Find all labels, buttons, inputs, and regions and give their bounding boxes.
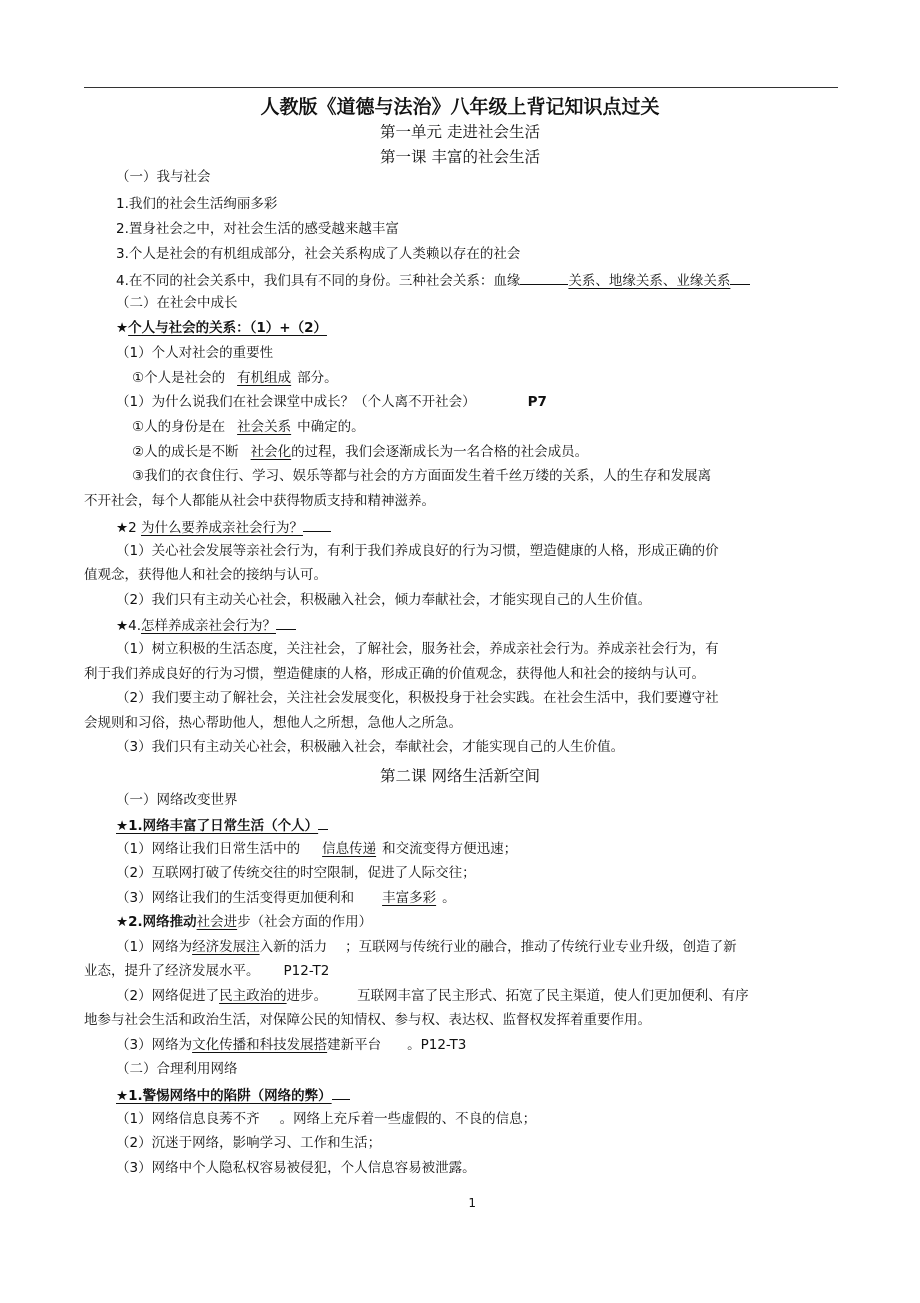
answer-line: [132, 369, 338, 387]
answer-line: 不开社会，每个人都能从社会中获得物质支持和精神滋养。: [84, 493, 435, 509]
answer-line: （3）网络中个人隐私权容易被侵犯，个人信息容易被泄露。: [116, 1160, 476, 1176]
section-heading: （二）合理利用网络: [116, 1061, 238, 1077]
text-run: （1）网络为: [116, 939, 193, 955]
answer-line: 利于我们养成良好的行为习惯，塑造健康的人格，形成正确的价值观念，获得他人和社会的接纳与认可。: [84, 666, 705, 682]
blank-underline: [730, 270, 750, 285]
blank-underline: [318, 815, 328, 830]
text-run: 互联网丰富了民主形式、拓宽了民主渠道，使人们更加便利、有序: [357, 988, 749, 1004]
answer-line: [116, 987, 749, 1005]
star-icon: ★2: [116, 520, 141, 536]
document-title: 人教版《道德与法治》八年级上背记知识点过关: [260, 96, 660, 118]
section-heading: （一）我与社会: [116, 169, 211, 185]
text-run: （2）网络促进了: [116, 988, 220, 1004]
answer-line: 地参与社会生活和政治生活，对保障公民的知情权、参与权、表达权、监督权发挥着重要作用。: [84, 1012, 651, 1028]
text-run: ；互联网与传统行业的融合，推动了传统行业专业升级，创造了新: [345, 939, 737, 955]
text-run: 中确定的。: [297, 419, 365, 435]
text-run: 4.在不同的社会关系中，我们具有不同的身份。三种社会关系：血缘: [116, 273, 521, 289]
underlined-answer: 社会进: [196, 914, 238, 930]
answer-line: [116, 938, 737, 956]
answer-line: [84, 962, 329, 980]
text-run: 入新的活力: [259, 939, 328, 955]
answer-line: [116, 889, 456, 907]
answer-line: [116, 840, 517, 858]
answer-line: （3）我们只有主动关心社会，积极融入社会，奉献社会，才能实现自己的人生价值。: [116, 739, 625, 755]
text-run: 部分。: [297, 370, 338, 386]
answer-line: [116, 1036, 466, 1054]
answer-line: （1）树立积极的生活态度，关注社会，了解社会，服务社会，养成亲社会行为。养成亲社会行为，有: [116, 641, 719, 657]
underlined-answer: 社会化: [250, 444, 292, 460]
answer-line: （2）沉迷于网络，影响学习、工作和生活；: [116, 1135, 382, 1151]
unit-title: 第一单元 走进社会生活: [380, 123, 540, 141]
paragraph: 1.我们的社会生活绚丽多彩: [116, 196, 278, 212]
answer-line: （2）我们只有主动关心社会，积极融入社会，倾力奉献社会，才能实现自己的人生价值。: [116, 592, 652, 608]
paragraph: 2.置身社会之中，对社会生活的感受越来越丰富: [116, 221, 399, 237]
text-run: （3）网络让我们的生活变得更加便利和: [116, 890, 355, 906]
underlined-answer: 文化传播和科技发展搭: [192, 1037, 328, 1053]
section-heading: （一）网络改变世界: [116, 792, 238, 808]
underlined-answer: 丰富多彩: [382, 890, 437, 906]
text-run: （3）网络为: [116, 1037, 193, 1053]
blank-underline: [276, 615, 296, 630]
text-run: 。P12-T3: [407, 1037, 467, 1053]
underlined-answer: 经济发展注: [192, 939, 260, 955]
key-point-text: 怎样养成亲社会行为？: [140, 618, 276, 634]
text-run: 进步。: [286, 988, 328, 1004]
key-point-text: ★2.网络推动: [116, 914, 197, 930]
key-point-heading: [116, 913, 372, 931]
key-point-text: ★1.网络丰富了日常生活（个人）: [116, 818, 319, 834]
page-number: 1: [468, 1196, 476, 1210]
paragraph: [116, 270, 750, 290]
text-run: 。: [442, 890, 456, 906]
key-point-heading: [116, 517, 331, 537]
key-point-text: ★1.警惕网络中的陷阱（网络的弊）: [116, 1088, 332, 1104]
answer-line: （1）关心社会发展等亲社会行为，有利于我们养成良好的行为习惯，塑造健康的人格，形成正确的价: [116, 543, 719, 559]
key-point-heading: [116, 615, 296, 635]
underlined-answer: 有机组成: [237, 370, 292, 386]
answer-line: [132, 443, 588, 461]
underlined-answer: 民主政治的: [219, 988, 287, 1004]
paragraph: 3.个人是社会的有机组成部分，社会关系构成了人类赖以存在的社会: [116, 246, 521, 262]
answer-line: [116, 1110, 536, 1128]
lesson2-title: 第二课 网络生活新空间: [380, 767, 540, 785]
answer-line: 值观念，获得他人和社会的接纳与认可。: [84, 567, 327, 583]
key-point-heading: [116, 319, 327, 337]
underlined-answer: 关系、地缘关系、业缘关系: [568, 273, 731, 289]
text-run: 和交流变得方便迅速；: [382, 841, 518, 857]
answer-line: （2）互联网打破了传统交往的时空限制，促进了人际交往；: [116, 865, 476, 881]
key-point-text: 个人与社会的关系：（1）+（2）: [128, 320, 327, 336]
text-run: 的过程，我们会逐渐成长为一名合格的社会成员。: [291, 444, 589, 460]
underlined-answer: 信息传递: [322, 841, 377, 857]
page-reference: P7: [527, 394, 547, 410]
answer-line: [132, 418, 365, 436]
header-rule: [84, 87, 838, 88]
star-icon: ★: [116, 320, 129, 336]
answer-line: （2）我们要主动了解社会，关注社会发展变化，积极投身于社会实践。在社会生活中，我们要遵守社: [116, 690, 719, 706]
key-point-heading: [116, 1085, 350, 1105]
key-point-heading: [116, 815, 328, 835]
text-run: 建新平台: [327, 1037, 382, 1053]
page-reference: P12-T2: [283, 963, 330, 979]
text-run: ①个人是社会的: [132, 370, 226, 386]
text-run: ②人的成长是不断: [132, 444, 239, 460]
lesson1-title: 第一课 丰富的社会生活: [380, 148, 540, 166]
text-run: （1）网络让我们日常生活中的: [116, 841, 301, 857]
blank-underline: [520, 270, 568, 285]
question: （1）个人对社会的重要性: [116, 345, 274, 361]
underlined-answer: 社会关系: [237, 419, 292, 435]
key-point-text: 为什么要养成亲社会行为？: [140, 520, 303, 536]
question: [116, 393, 547, 411]
text-run: 步（社会方面的作用）: [237, 914, 373, 930]
star-icon: ★4.: [116, 618, 141, 634]
text-run: ①人的身份是在: [132, 419, 226, 435]
blank-underline: [303, 517, 331, 532]
section-heading: （二）在社会中成长: [116, 295, 238, 311]
text-run: （1）网络信息良莠不齐: [116, 1111, 260, 1127]
text-run: （1）为什么说我们在社会课堂中成长？（个人离不开社会）: [116, 394, 476, 410]
text-run: 。网络上充斥着一些虚假的、不良的信息；: [279, 1111, 537, 1127]
blank-underline: [332, 1085, 350, 1100]
answer-line: 会规则和习俗，热心帮助他人，想他人之所想，急他人之所急。: [84, 715, 462, 731]
text-run: 业态，提升了经济发展水平。: [84, 963, 260, 979]
answer-line: ③我们的衣食住行、学习、娱乐等都与社会的方方面面发生着千丝万缕的关系，人的生存和发展离: [132, 468, 712, 484]
